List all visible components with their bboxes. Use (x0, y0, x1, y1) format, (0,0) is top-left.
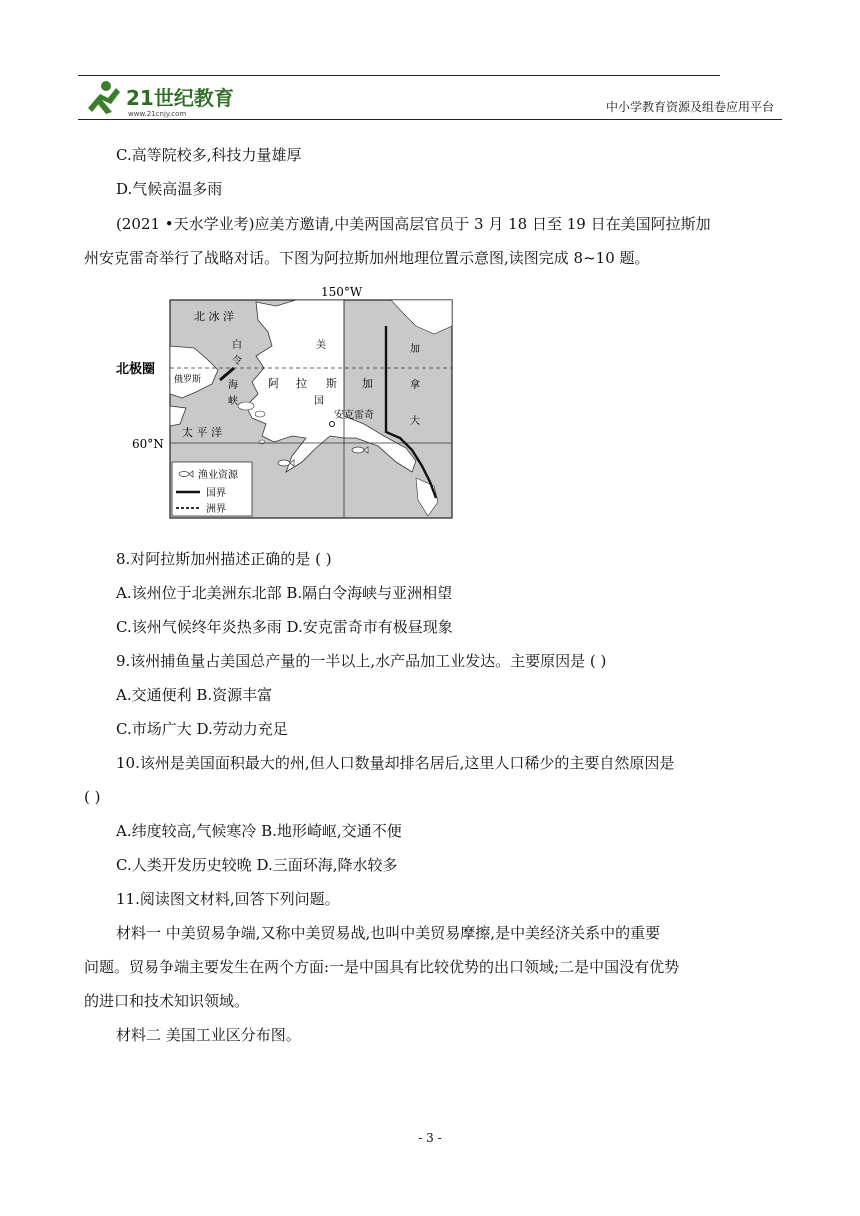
question-8-ab: A.该州位于北美洲东北部 B.隔白令海峡与亚洲相望 (116, 584, 453, 602)
alaska-label-1: 阿 (268, 377, 279, 390)
header-rule-bottom (78, 119, 782, 120)
canada-label-1: 加 (410, 344, 420, 355)
anchorage-label: 安克雷奇 (334, 410, 374, 421)
russia-label: 俄罗斯 (174, 375, 202, 385)
legend-fishery: 渔业资源 (198, 470, 238, 481)
anchorage-marker (330, 422, 335, 427)
question-9: 9.该州捕鱼量占美国总产量的一半以上,水产品加工业发达。主要原因是 ( ) (116, 652, 607, 670)
strait-label-4: 峡 (228, 396, 238, 407)
material-2: 材料二 美国工业区分布图。 (116, 1026, 301, 1044)
pacific-ocean-label: 太 平 洋 (182, 426, 222, 439)
context-line-2: 州安克雷奇举行了战略对话。下图为阿拉斯加州地理位置示意图,读图完成 8~10 题。 (84, 249, 650, 267)
logo-url: www.21cnjy.com (128, 110, 187, 118)
context-line-1: (2021 •天水学业考)应美方邀请,中美两国高层官员于 3 月 18 日至 19 日在美国阿拉斯加 (116, 215, 711, 233)
option-d-prev: D.气候高温多雨 (116, 180, 223, 198)
canada-label-2: 拿 (410, 380, 420, 391)
map-legend (172, 462, 252, 516)
longitude-label: 150°W (321, 286, 363, 299)
question-10-cd: C.人类开发历史较晚 D.三面环海,降水较多 (116, 856, 398, 874)
strait-label-2: 令 (232, 356, 242, 367)
site-logo (78, 78, 268, 118)
question-9-cd: C.市场广大 D.劳动力充足 (116, 720, 288, 738)
strait-label-3: 海 (228, 380, 238, 391)
legend-border: 国界 (206, 488, 226, 499)
question-10-ab: A.纬度较高,气候寒冷 B.地形崎岖,交通不便 (116, 822, 402, 840)
question-9-ab: A.交通便利 B.资源丰富 (116, 686, 273, 704)
arctic-circle-label: 北极圈 (116, 362, 156, 377)
alaska-label-4: 加 (362, 377, 373, 390)
material-1-line-1: 材料一 中美贸易争端,又称中美贸易战,也叫中美贸易摩擦,是中美经济关系中的重要 (116, 924, 661, 942)
strait-label-1: 白 (232, 340, 242, 351)
material-1-line-3: 的进口和技术知识领域。 (84, 992, 250, 1010)
question-10: 10.该州是美国面积最大的州,但人口数量却排名居后,这里人口稀少的主要自然原因是 (116, 754, 675, 772)
platform-name: 中小学教育资源及组卷应用平台 (605, 100, 774, 114)
arctic-ocean-label: 北 冰 洋 (194, 310, 234, 323)
option-c-prev: C.高等院校多,科技力量雄厚 (116, 146, 302, 164)
logo-title: 21世纪教育 (126, 86, 234, 110)
guo-label: 国 (314, 396, 324, 407)
canada-label-3: 大 (410, 416, 420, 427)
question-8-cd: C.该州气候终年炎热多雨 D.安克雷奇市有极昼现象 (116, 618, 453, 636)
latitude-label: 60°N (132, 437, 164, 451)
material-1-line-2: 问题。贸易争端主要发生在两个方面:一是中国具有比较优势的出口领域;二是中国没有优势 (84, 958, 680, 976)
alaska-label-3: 斯 (326, 377, 337, 390)
page-number: - 3 - (418, 1131, 442, 1145)
legend-continent: 洲界 (206, 504, 226, 515)
header-rule-top (78, 75, 720, 76)
alaska-label-2: 拉 (296, 377, 307, 390)
alaska-map (116, 286, 460, 522)
usa-label: 美 (316, 340, 326, 351)
question-8: 8.对阿拉斯加州描述正确的是 ( ) (116, 550, 332, 568)
question-11: 11.阅读图文材料,回答下列问题。 (116, 890, 340, 908)
question-10-bracket: ( ) (84, 788, 101, 806)
